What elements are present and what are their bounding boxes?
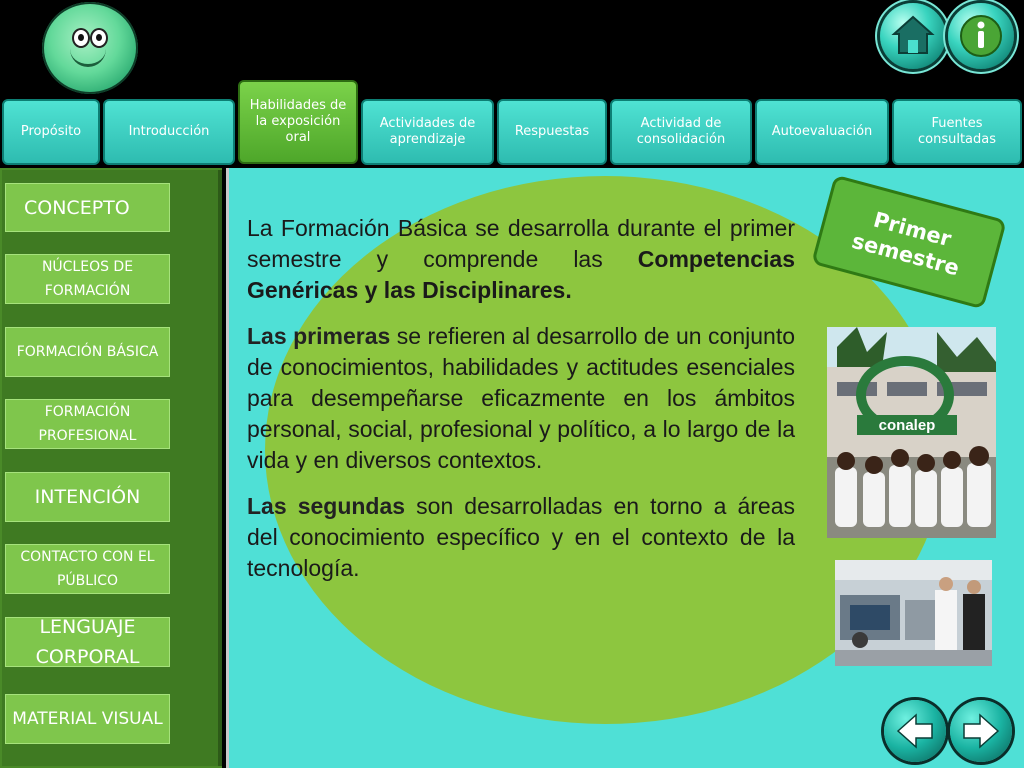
next-button[interactable]: [950, 700, 1012, 762]
mascot-smile: [70, 44, 106, 67]
info-icon: [948, 3, 1014, 69]
arrow-left-icon: [884, 700, 946, 762]
tab-respuestas[interactable]: Respuestas: [497, 99, 607, 165]
conalep-sign-text: conalep: [878, 417, 936, 434]
photo-students: [827, 327, 996, 538]
tab-habilidades[interactable]: Habilidades de la exposición oral: [238, 80, 358, 164]
sidebar-item-contacto[interactable]: CONTACTO CON EL PÚBLICO: [5, 544, 170, 594]
sidebar-item-concepto[interactable]: CONCEPTO: [5, 183, 170, 232]
photo-workshop: [835, 560, 992, 666]
paragraph-1: La Formación Básica se desarrolla durante el primer semestre y comprende las Competencias Genéricas y las Disciplinares.: [247, 215, 795, 303]
previous-button[interactable]: [884, 700, 946, 762]
paragraph-2: Las primeras se refieren al desarrollo de un conjunto de conocimientos, habilidades y actitudes esenciales para desempeñarse eficazmente en los ámbitos personal, social, profesional y político, a lo largo de la vida y en diversos contextos.: [247, 323, 795, 473]
sidebar-item-intencion[interactable]: INTENCIÓN: [5, 472, 170, 522]
semester-badge: Primer semestre: [811, 175, 1007, 310]
tab-introduccion[interactable]: Introducción: [103, 99, 235, 165]
tab-proposito[interactable]: Propósito: [2, 99, 100, 165]
info-button[interactable]: [948, 3, 1014, 69]
sidebar-item-material-visual[interactable]: MATERIAL VISUAL: [5, 694, 170, 744]
tab-autoevaluacion[interactable]: Autoevaluación: [755, 99, 889, 165]
sidebar-item-lenguaje-corporal[interactable]: LENGUAJE CORPORAL: [5, 617, 170, 667]
tab-actividades-aprendizaje[interactable]: Actividades de aprendizaje: [361, 99, 494, 165]
sidebar-item-formacion-profesional[interactable]: FORMACIÓN PROFESIONAL: [5, 399, 170, 449]
paragraph-3: Las segundas son desarrolladas en torno a áreas del conocimiento específico y en el contexto de la tecnología.: [247, 493, 795, 581]
home-icon: [880, 3, 946, 69]
tab-fuentes-consultadas[interactable]: Fuentes consultadas: [892, 99, 1022, 165]
tab-actividad-consolidacion[interactable]: Actividad de consolidación: [610, 99, 752, 165]
logo-mascot: [42, 2, 138, 94]
home-button[interactable]: [880, 3, 946, 69]
content-text: [247, 213, 795, 599]
sidebar-item-formacion-basica[interactable]: FORMACIÓN BÁSICA: [5, 327, 170, 377]
arrow-right-icon: [950, 700, 1012, 762]
sidebar-item-nucleos[interactable]: NÚCLEOS DE FORMACIÓN: [5, 254, 170, 304]
